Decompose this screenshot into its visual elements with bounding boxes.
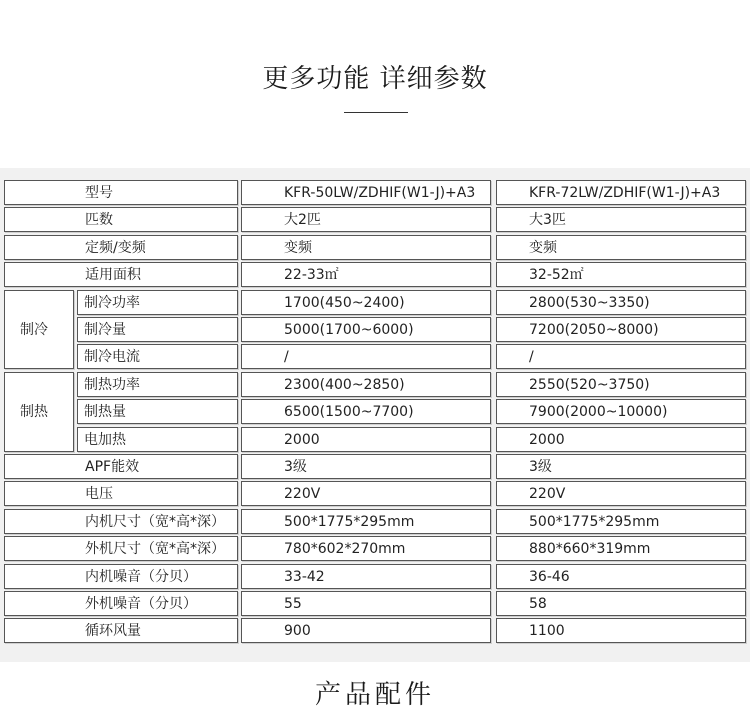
model-2-value-cell: 32-52㎡ [496, 262, 746, 287]
model-1-value-cell: 500*1775*295mm [241, 509, 491, 534]
row-label-cell: 内机噪音（分贝） [4, 564, 238, 589]
row-label-cell: 循环风量 [4, 618, 238, 643]
model-2-value-cell: / [496, 344, 746, 369]
model-1-value-cell: 3级 [241, 454, 491, 479]
header-section [0, 0, 750, 168]
model-1-value-cell: KFR-50LW/ZDHIF(W1-J)+A3 [241, 180, 491, 205]
row-label-cell: 制冷电流 [77, 344, 238, 369]
row-label-cell: APF能效 [4, 454, 238, 479]
model-1-value-cell: 2000 [241, 427, 491, 452]
model-2-value-cell: 7900(2000~10000) [496, 399, 746, 424]
model-1-value-cell: 变频 [241, 235, 491, 260]
model-2-value-cell: 2800(530~3350) [496, 290, 746, 315]
next-section-title: 产品配件 [314, 680, 435, 710]
row-label-cell: 制热量 [77, 399, 238, 424]
model-2-value-cell: 2550(520~3750) [496, 372, 746, 397]
model-2-value-cell: 3级 [496, 454, 746, 479]
model-1-value-cell: 1700(450~2400) [241, 290, 491, 315]
model-2-value-cell: 500*1775*295mm [496, 509, 746, 534]
row-label-cell: 适用面积 [4, 262, 238, 287]
group-label-cell: 制热 [4, 372, 74, 452]
model-2-value-cell: 1100 [496, 618, 746, 643]
row-label-cell: 制热功率 [77, 372, 238, 397]
model-2-value-cell: KFR-72LW/ZDHIF(W1-J)+A3 [496, 180, 746, 205]
model-2-value-cell: 220V [496, 481, 746, 506]
model-1-value-cell: 22-33㎡ [241, 262, 491, 287]
model-1-value-cell: 5000(1700~6000) [241, 317, 491, 342]
group-label-cell: 制冷 [4, 290, 74, 369]
model-2-value-cell: 大3匹 [496, 207, 746, 232]
model-1-value-cell: 55 [241, 591, 491, 616]
row-label-cell: 型号 [4, 180, 238, 205]
row-label-cell: 制冷量 [77, 317, 238, 342]
row-label-cell: 内机尺寸（宽*高*深） [4, 509, 238, 534]
model-2-value-cell: 880*660*319mm [496, 536, 746, 561]
model-2-value-cell: 变频 [496, 235, 746, 260]
row-label-cell: 电压 [4, 481, 238, 506]
model-1-value-cell: 900 [241, 618, 491, 643]
row-label-cell: 定频/变频 [4, 235, 238, 260]
row-label-cell: 外机尺寸（宽*高*深） [4, 536, 238, 561]
row-label-cell: 电加热 [77, 427, 238, 452]
row-label-cell: 制冷功率 [77, 290, 238, 315]
model-1-value-cell: 780*602*270mm [241, 536, 491, 561]
model-1-value-cell: / [241, 344, 491, 369]
page-title: 更多功能 详细参数 [262, 64, 488, 94]
model-2-value-cell: 2000 [496, 427, 746, 452]
next-section [0, 662, 750, 710]
spec-table-section [0, 168, 750, 662]
model-1-value-cell: 33-42 [241, 564, 491, 589]
model-1-value-cell: 大2匹 [241, 207, 491, 232]
row-label-cell: 外机噪音（分贝） [4, 591, 238, 616]
model-2-value-cell: 36-46 [496, 564, 746, 589]
model-2-value-cell: 7200(2050~8000) [496, 317, 746, 342]
row-label-cell: 匹数 [4, 207, 238, 232]
model-2-value-cell: 58 [496, 591, 746, 616]
title-underline [344, 112, 408, 113]
model-1-value-cell: 6500(1500~7700) [241, 399, 491, 424]
model-1-value-cell: 2300(400~2850) [241, 372, 491, 397]
model-1-value-cell: 220V [241, 481, 491, 506]
